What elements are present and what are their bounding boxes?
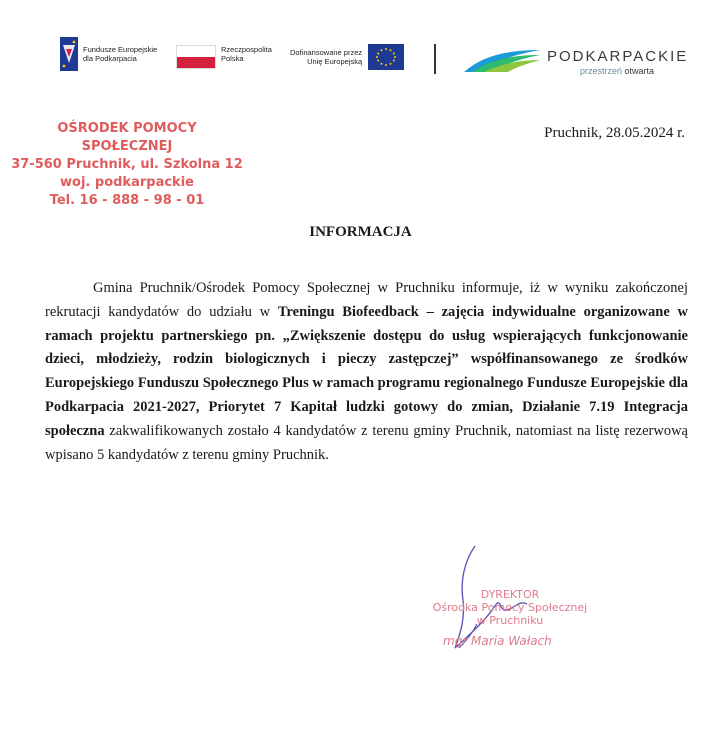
rp-line2: Polska: [221, 54, 244, 63]
polish-flag-icon: [176, 45, 216, 69]
institution-stamp: [10, 120, 244, 210]
eu-funds-logo: [60, 37, 157, 71]
eu-flag-icon: [368, 44, 404, 70]
podkarpackie-logo: [462, 44, 692, 84]
ue-text: [290, 48, 362, 66]
ue-line2: Unię Europejską: [307, 57, 363, 66]
podkarpackie-hills-icon: [462, 46, 542, 76]
podkarpackie-tag-1: przestrzeń: [580, 66, 623, 76]
rp-logo: [176, 45, 272, 69]
logo-divider: [434, 44, 436, 74]
ue-line1: Dofinansowane przez: [290, 48, 363, 57]
ue-logo: [290, 44, 404, 70]
stamp-line2: 37-560 Pruchnik, ul. Szkolna 12: [11, 157, 243, 172]
rp-line1: Rzeczpospolita: [221, 45, 272, 54]
signature-stamp: [415, 588, 605, 627]
stamp-line1: OŚRODEK POMOCY SPOŁECZNEJ: [57, 121, 197, 154]
body-text-1: Gmina Pruchnik/Ośrodek Pomocy Społecznej w Pruchniku informuje, iż w wyniku zakończonej rekrutacji kandydatów do udziału w: [45, 280, 688, 320]
signature-name: mgr Maria Wałach: [443, 634, 552, 648]
header-logos: [0, 0, 721, 100]
signature-line3: w Pruchniku: [476, 614, 544, 627]
podkarpackie-tag-2: otwarta: [624, 66, 655, 76]
document-heading: INFORMACJA: [309, 224, 412, 240]
document-body: [45, 277, 688, 467]
document-date: Pruchnik, 28.05.2024 r.: [544, 125, 685, 141]
podkarpackie-tagline: [580, 66, 654, 76]
eu-funds-line1: Fundusze Europejskie: [83, 45, 158, 54]
stamp-line3: woj. podkarpackie: [60, 175, 194, 190]
rp-text: [221, 45, 272, 63]
body-text-2: zakwalifikowanych zostało 4 kandydatów z terenu gminy Pruchnik, natomiast na listę rezerwową wpisano 5 kandydatów z terenu gminy Pruchnik.: [45, 422, 688, 463]
eu-funds-icon: [60, 37, 78, 71]
signature-block: [415, 540, 605, 670]
body-bold-text: Treningu Biofeedback – zajęcia indywidualne organizowane w ramach projektu partnerskiego pn. „Zwiększenie dostępu do usług wspierających funkcjonowanie dzieci, młodzieży, rodzin biologicznych i pieczy zastępczej” współfinansowanego ze środków Europejskiego Funduszu Społecznego Plus w ramach programu regionalnego Fundusze Europejskie dla Podkarpacia 2021-2027, Priorytet 7 Kapitał ludzki gotowy do zmian, Działanie 7.19 Integracja społeczna: [45, 303, 688, 439]
eu-funds-text: [83, 45, 157, 63]
eu-funds-line2: dla Podkarpacia: [83, 54, 137, 63]
podkarpackie-name: PODKARPACKIE: [547, 48, 689, 65]
signature-line2: Ośrodka Pomocy Społecznej: [432, 601, 588, 614]
stamp-line4: Tel. 16 - 888 - 98 - 01: [49, 193, 205, 208]
signature-title: DYREKTOR: [480, 588, 540, 601]
